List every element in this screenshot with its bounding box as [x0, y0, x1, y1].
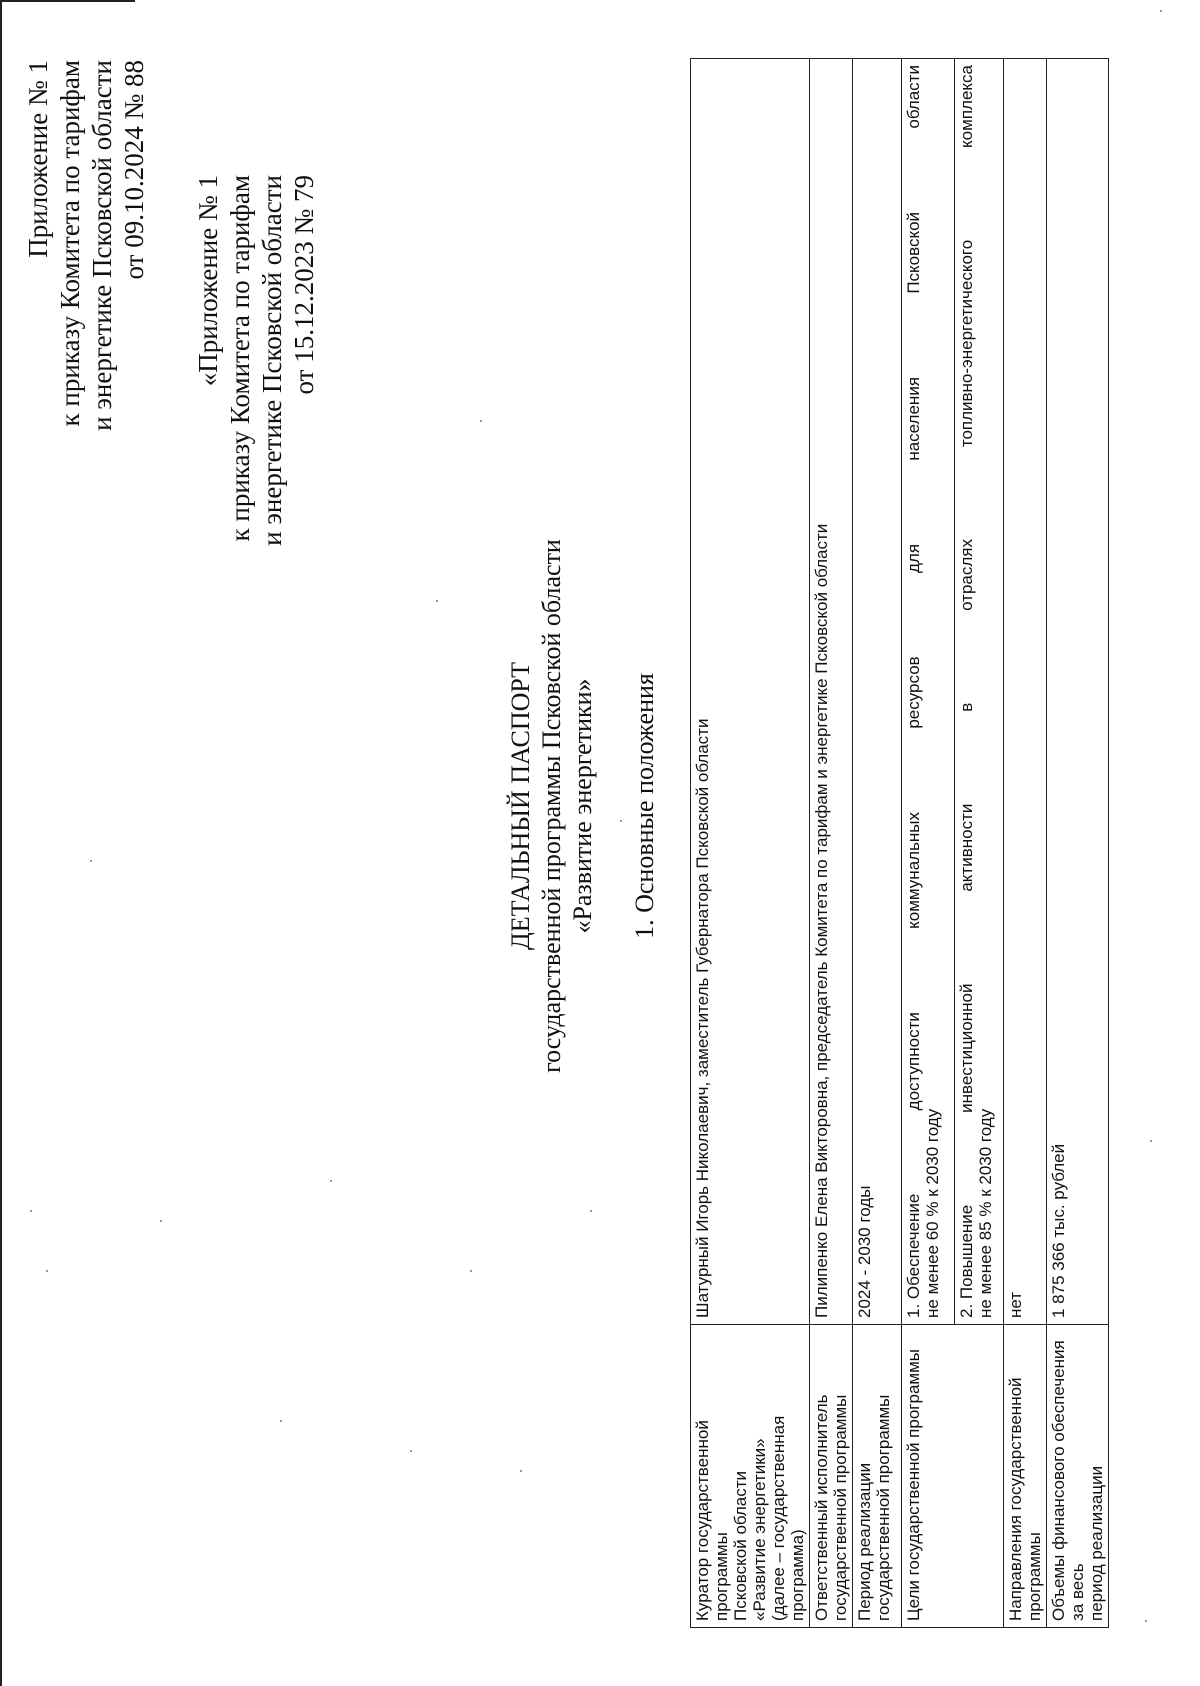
table-row — [902, 59, 955, 1628]
document-title — [505, 306, 598, 1306]
goal-word: 1. Обеспечение — [904, 1193, 923, 1318]
goal-word: населения — [904, 376, 923, 461]
scan-noise — [1160, 10, 1162, 12]
goal-word: для — [904, 543, 923, 574]
goal-word: 2. Повышение — [957, 1204, 976, 1318]
label-line: период реализации — [1087, 1465, 1106, 1621]
label-line: «Развитие энергетики» — [750, 1438, 769, 1621]
label-line: (далее – государственная программа) — [769, 1415, 807, 1621]
label-line: Объемы финансового обеспечения за весь — [1049, 1340, 1087, 1621]
goal-2-tail: не менее 85 % к 2030 году — [976, 1108, 995, 1318]
scan-noise — [160, 1220, 162, 1222]
goal-word: топливно-энергетического — [957, 239, 976, 448]
appendix-committee-line: и энергетике Псковской области — [87, 60, 117, 431]
row-value: Шатурный Игорь Николаевич, заместитель Губернатора Псковской области — [691, 59, 810, 1325]
goal-word: в — [957, 702, 976, 712]
goal-1-value — [902, 59, 955, 1325]
table-row — [691, 59, 810, 1628]
scan-noise — [46, 1270, 48, 1272]
row-label — [1047, 1325, 1109, 1628]
goal-word: области — [904, 65, 923, 129]
scan-noise — [480, 420, 482, 422]
scan-noise — [1150, 1140, 1152, 1142]
row-label — [1004, 1325, 1047, 1628]
goal-word: доступности — [904, 1012, 923, 1111]
row-value: нет — [1004, 59, 1047, 1325]
scan-noise — [410, 1450, 412, 1452]
scan-noise — [30, 1210, 32, 1212]
goal-word: коммунальных — [904, 811, 923, 929]
label-line: государственной программы — [874, 1394, 893, 1621]
scan-noise — [280, 1420, 282, 1422]
scan-noise — [330, 1180, 332, 1182]
appendix-header-current — [22, 60, 150, 431]
scan-noise — [520, 1470, 522, 1472]
goal-2-value — [955, 59, 1004, 1325]
appendix-number: Приложение № 1 — [23, 60, 53, 258]
row-value: Пилипенко Елена Викторовна, председатель Комитета по тарифам и энергетике Псковской области — [810, 59, 853, 1325]
goal-1-line — [904, 65, 923, 1318]
row-label — [853, 1325, 902, 1628]
goal-word: ресурсов — [904, 656, 923, 729]
goal-2-line — [957, 65, 976, 1318]
appendix-order-line: к приказу Комитета по тарифам — [225, 175, 255, 542]
appendix-number: «Приложение № 1 — [193, 175, 223, 387]
appendix-date-line: от 15.12.2023 № 79 — [289, 175, 319, 395]
row-value: 2024 - 2030 годы — [853, 59, 902, 1325]
appendix-date-line: от 09.10.2024 № 88 — [119, 60, 149, 280]
label-line: Псковской области — [731, 1470, 750, 1621]
appendix-committee-line: и энергетике Псковской области — [257, 175, 287, 546]
goal-word: Псковской — [904, 211, 923, 294]
scan-noise — [1145, 1620, 1147, 1622]
label-line: Цели государственной программы — [904, 1349, 923, 1621]
label-line: Ответственный исполнитель — [812, 1394, 831, 1621]
table-row — [853, 59, 902, 1628]
label-line: государственной программы — [831, 1394, 850, 1621]
table-row — [1047, 59, 1109, 1628]
goal-word: инвестиционной — [957, 983, 976, 1113]
appendix-order-line: к приказу Комитета по тарифам — [55, 60, 85, 427]
title-line: «Развитие энергетики» — [568, 678, 597, 934]
goal-word: комплекса — [957, 65, 976, 148]
section-heading: 1. Основные положения — [630, 673, 659, 939]
label-line: Куратор государственной программы — [693, 1420, 731, 1621]
goal-word: отраслях — [957, 539, 976, 611]
row-label — [902, 1325, 1004, 1628]
table-row — [1004, 59, 1047, 1628]
title-line: ДЕТАЛЬНЫЙ ПАСПОРТ — [506, 661, 535, 951]
table-row — [810, 59, 853, 1628]
row-label — [691, 1325, 810, 1628]
passport-table — [690, 58, 1109, 1628]
label-line: Направления государственной программы — [1006, 1377, 1044, 1621]
label-line: Период реализации — [855, 1462, 874, 1621]
scan-noise — [590, 1210, 592, 1212]
row-value: 1 875 366 тыс. рублей — [1047, 59, 1109, 1325]
goal-1-tail: не менее 60 % к 2030 году — [923, 1108, 942, 1318]
title-line: государственной программы Псковской области — [537, 539, 566, 1073]
goal-word: активности — [957, 803, 976, 892]
scan-noise — [436, 600, 438, 602]
scan-noise — [470, 1270, 472, 1272]
appendix-header-previous — [192, 175, 320, 546]
scan-noise — [620, 820, 622, 822]
scan-noise — [90, 860, 92, 862]
row-label — [810, 1325, 853, 1628]
